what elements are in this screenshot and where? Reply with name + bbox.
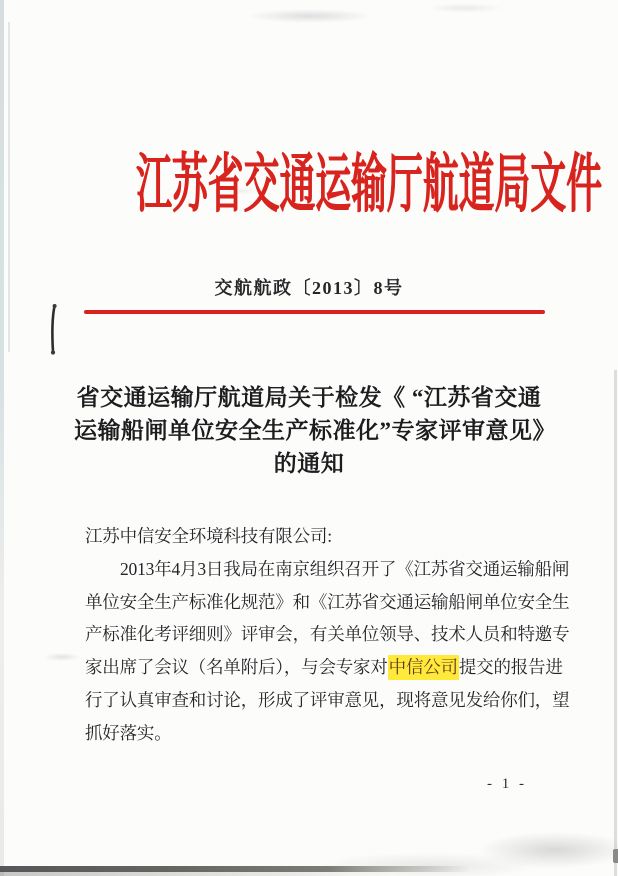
body-line-with-highlight	[85, 651, 563, 684]
body-line: 单位安全生产标准化规范》和《江苏省交通运输船闸单位安全生	[85, 591, 570, 612]
page-number: - 1 -	[487, 776, 527, 792]
document-title-line: 运输船闸单位安全生产标准化”专家评审意见》	[74, 418, 556, 443]
body-line: 行了认真审查和讨论，形成了评审意见，现将意见发给你们，望	[85, 689, 570, 710]
body-line: 2013年4月3日我局在南京组织召开了《江苏省交通运输船闸	[120, 558, 570, 579]
document-title	[74, 381, 556, 480]
body-text-segment: 提交的报告进	[458, 657, 563, 678]
body-line: 抓好落实。	[85, 722, 172, 743]
pen-stroke-mark	[46, 302, 60, 360]
scan-edge-left	[0, 0, 4, 876]
highlighted-company-name: 中信公司	[388, 655, 459, 680]
body-line: 产标准化考评细则》评审会，有关单位领导、技术人员和特邀专	[85, 624, 570, 645]
scan-nick-right	[613, 849, 618, 863]
document-number: 交航航政〔2013〕8号	[214, 278, 404, 298]
scan-edge-right	[614, 370, 617, 876]
document-body	[85, 520, 570, 750]
body-text-segment: 家出席了会议（名单附后），与会专家对	[85, 657, 388, 678]
scan-shadow-bottom-under	[0, 872, 390, 876]
document-title-line: 的通知	[273, 451, 345, 476]
scan-fold-line-left	[8, 22, 10, 352]
red-divider-line	[84, 310, 545, 314]
salutation-line: 江苏中信安全环境科技有限公司:	[85, 526, 332, 546]
red-header-org-title: 江苏省交通运输厅航道局文件	[135, 149, 602, 220]
document-title-line: 省交通运输厅航道局关于检发《 “江苏省交通	[76, 385, 542, 410]
